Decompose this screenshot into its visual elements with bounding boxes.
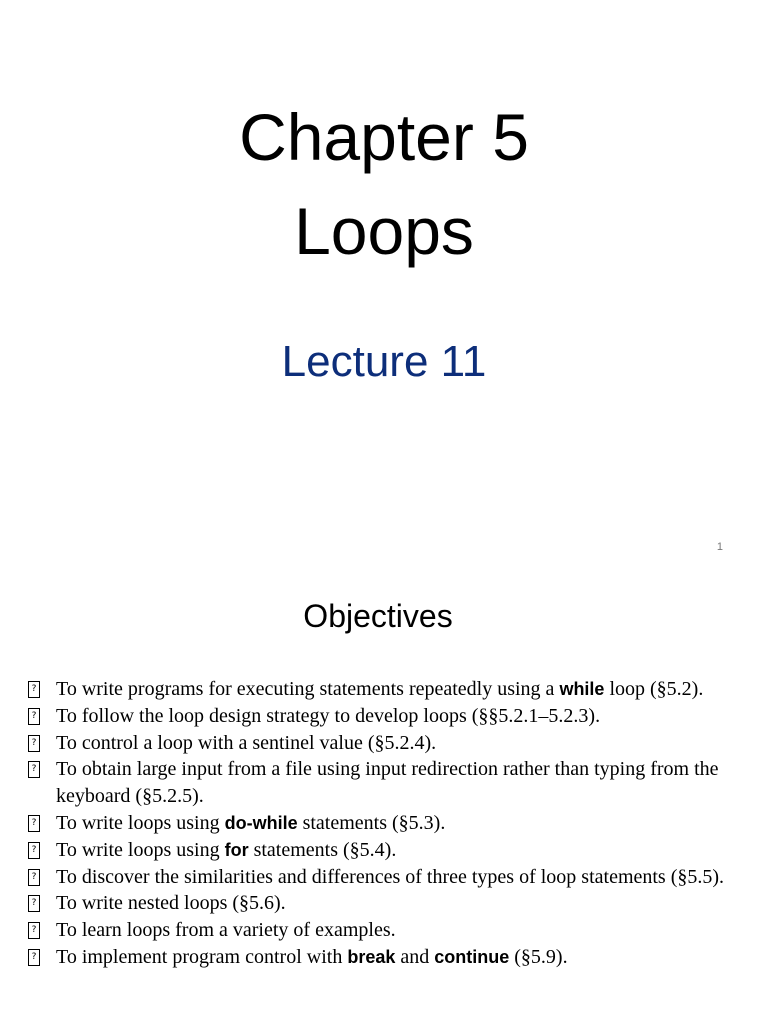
bullet-box-icon: ?: [28, 869, 40, 886]
objective-text: (§5.9).: [509, 945, 568, 968]
objectives-list: [28, 676, 752, 971]
keyword-do-while: do-while: [224, 812, 298, 833]
objective-text: To write loops using: [56, 811, 225, 834]
bullet-box-icon: ?: [28, 735, 40, 752]
bullet-box-icon: ?: [28, 815, 40, 832]
objectives-heading: Objectives: [303, 598, 453, 634]
keyword-continue: continue: [434, 946, 510, 967]
objective-text: statements (§5.4).: [248, 838, 397, 861]
objective-text: To write programs for executing statements repeatedly using a: [56, 678, 560, 700]
objective-text: and: [395, 945, 435, 968]
keyword-break: break: [347, 946, 396, 967]
keyword-for: for: [224, 839, 249, 860]
bullet-box-icon: ?: [28, 681, 40, 698]
objective-item: [28, 837, 752, 864]
objective-item: [28, 944, 752, 971]
bullet-box-icon: ?: [28, 708, 40, 725]
bullet-box-icon: ?: [28, 895, 40, 912]
objective-item: [28, 864, 752, 891]
bullet-box-icon: ?: [28, 842, 40, 859]
objective-text: To write loops using: [56, 838, 225, 861]
objective-item: [28, 890, 752, 917]
page-number: 1: [716, 541, 723, 553]
objective-text: To discover the similarities and differences of three types of loop statements (§5.5).: [56, 865, 725, 888]
objective-text: loop (§5.2).: [604, 678, 704, 700]
slide-title-line-2: Loops: [294, 194, 474, 268]
objective-text: To follow the loop design strategy to develop loops (§§5.2.1–5.2.3).: [56, 704, 601, 727]
objective-item: [28, 730, 752, 757]
objective-item: [28, 810, 752, 837]
slide-title-line-1: Chapter 5: [239, 100, 529, 174]
objective-text: To implement program control with: [56, 945, 348, 968]
objective-item: [28, 676, 752, 703]
slide-subtitle: Lecture 11: [281, 337, 487, 386]
objective-item: [28, 703, 752, 730]
objective-text: To control a loop with a sentinel value (§5.2.4).: [56, 731, 437, 754]
bullet-box-icon: ?: [28, 922, 40, 939]
objective-item: [28, 917, 752, 944]
objective-text: To write nested loops (§5.6).: [56, 892, 286, 915]
keyword-while: while: [559, 679, 605, 699]
bullet-box-icon: ?: [28, 761, 40, 778]
objective-text: To obtain large input from a file using input redirection rather than typing from the keyboard (§5.2.5).: [56, 758, 719, 808]
objective-text: To learn loops from a variety of examples.: [56, 919, 396, 942]
objective-item: [28, 756, 752, 810]
bullet-box-icon: ?: [28, 949, 40, 966]
objective-text: statements (§5.3).: [297, 811, 446, 834]
